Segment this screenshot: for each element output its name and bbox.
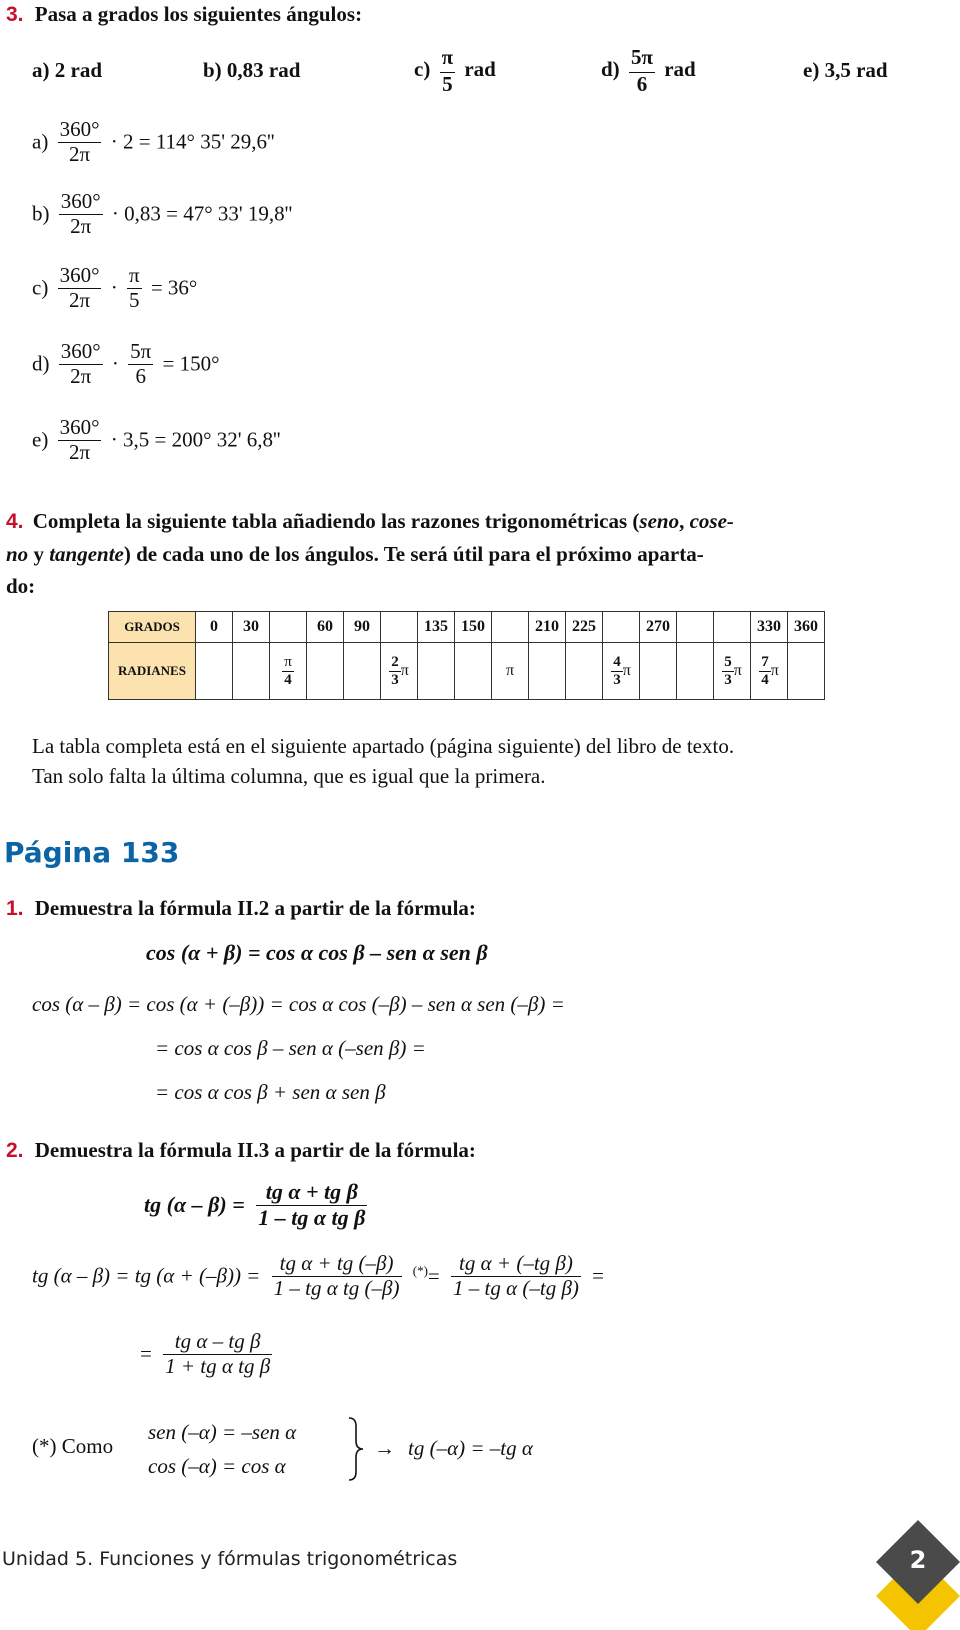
option-a: a) 2 rad — [32, 58, 102, 82]
table-cell — [455, 643, 492, 700]
table-cell — [381, 612, 418, 643]
table-cell — [566, 643, 603, 700]
table-cell — [788, 643, 825, 700]
problem-2-heading — [6, 1138, 476, 1163]
table-cell: 60 — [307, 612, 344, 643]
table-cell: $\frac{4}{3}$ π — [603, 643, 640, 700]
tg-derivation-result: = $\frac{\text{tg α – tg β}}{\text{1 + tg α tg β}}$ — [140, 1329, 271, 1378]
table-cell — [418, 643, 455, 700]
table-cell: 330 — [751, 612, 788, 643]
exercise-title: Demuestra la fórmula II.3 a partir de la fórmula: — [34, 1138, 476, 1162]
table-header-grados: GRADOS — [109, 612, 196, 643]
table-cell — [270, 612, 307, 643]
table-row-grados — [109, 612, 825, 643]
table-cell: 90 — [344, 612, 381, 643]
option-c: c) $\frac{\pi}{5}$ rad — [414, 45, 496, 96]
table-cell — [677, 612, 714, 643]
footer-text: Unidad 5. Funciones y fórmulas trigonométricas — [2, 1548, 458, 1570]
exercise-number: 1. — [6, 897, 24, 920]
table-cell: 225 — [566, 612, 603, 643]
derivation-line-2: = cos α cos β – sen α (–sen β) = — [155, 1036, 426, 1060]
section-title: Página 133 — [4, 836, 180, 869]
table-note-1: La tabla completa está en el siguiente apartado (página siguiente) del libro de texto. — [32, 734, 735, 758]
table-cell — [344, 643, 381, 700]
table-cell — [640, 643, 677, 700]
table-cell — [529, 643, 566, 700]
brace-icon — [346, 1416, 366, 1482]
table-cell: $\frac{7}{4}$ π — [751, 643, 788, 700]
exercise-4-statement: 4. Completa la siguiente tabla añadiendo las razones trigonométricas (seno, cose- no y tangente) de cada uno de los ángulos. Te será útil para el próximo aparta- do: — [6, 509, 734, 598]
table-row-radianes — [109, 643, 825, 700]
solution-e: e) $\frac{360^\circ}{2\pi}$ · 3,5 = 200° 32' 6,8'' — [32, 415, 281, 464]
exercise-title: Pasa a grados los siguientes ángulos: — [34, 2, 363, 26]
table-header-radianes: RADIANES — [109, 643, 196, 700]
table-cell: π — [492, 643, 529, 700]
como-label: (*) Como — [32, 1434, 114, 1458]
table-cell — [233, 643, 270, 700]
tg-derivation-line-1: tg (α – β) = tg (α + (–β)) = $\frac{\text{tg α + tg (–β)}}{\text{1 – tg α tg (–β)}}$ (*)= $\frac{\text{tg α + (–tg β)}}{\text{1 – tg α (–tg β)}}$ = — [32, 1251, 604, 1300]
option-e: e) 3,5 rad — [803, 58, 888, 82]
derivation-line-3: = cos α cos β + sen α sen β — [155, 1080, 386, 1104]
solution-a: a) $\frac{360^\circ}{2\pi}$ · 2 = 114° 35' 29,6'' — [32, 117, 275, 166]
table-cell — [307, 643, 344, 700]
exercise-number: 4. — [6, 510, 24, 533]
table-cell — [677, 643, 714, 700]
table-cell: $\frac{5}{3}$ π — [714, 643, 751, 700]
formula-tg-diff: tg (α – β) = $\frac{\text{tg α + tg β}}{\text{1 – tg α tg β}}$ — [144, 1179, 366, 1230]
exercise-3-heading — [6, 2, 362, 27]
solution-c: c) $\frac{360^\circ}{2\pi}$ · $\frac{\pi}{5}$ = 36° — [32, 263, 198, 312]
como-conclusion: tg (–α) = –tg α — [408, 1436, 533, 1460]
problem-1-heading — [6, 896, 476, 921]
table-cell: 135 — [418, 612, 455, 643]
page-number: 2 — [909, 1546, 927, 1574]
table-cell: 30 — [233, 612, 270, 643]
page-badge-icon — [876, 1520, 960, 1630]
exercise-number: 2. — [6, 1139, 24, 1162]
como-line-2: cos (–α) = cos α — [148, 1454, 286, 1478]
table-note-2: Tan solo falta la última columna, que es igual que la primera. — [32, 764, 546, 788]
table-cell: 150 — [455, 612, 492, 643]
table-cell: 210 — [529, 612, 566, 643]
arrow-icon: → — [374, 1436, 395, 1460]
option-b: b) 0,83 rad — [203, 58, 301, 82]
table-cell: 0 — [196, 612, 233, 643]
table-cell — [492, 612, 529, 643]
exercise-number: 3. — [6, 3, 24, 26]
formula-cos-sum: cos (α + β) = cos α cos β – sen α sen β — [146, 940, 488, 965]
table-cell: 360 — [788, 612, 825, 643]
derivation-line-1: cos (α – β) = cos (α + (–β)) = cos α cos (–β) – sen α sen (–β) = — [32, 992, 565, 1016]
table-cell — [603, 612, 640, 643]
table-cell: $\frac{2}{3}$ π — [381, 643, 418, 700]
table-cell — [196, 643, 233, 700]
solution-d: d) $\frac{360^\circ}{2\pi}$ · $\frac{5\pi}{6}$ = 150° — [32, 339, 220, 388]
exercise-title: Demuestra la fórmula II.2 a partir de la fórmula: — [34, 896, 476, 920]
table-cell: 270 — [640, 612, 677, 643]
table-cell: $\frac{\pi}{4}$ — [270, 643, 307, 700]
angles-table — [108, 611, 825, 700]
solution-b: b) $\frac{360^\circ}{2\pi}$ · 0,83 = 47° 33' 19,8'' — [32, 189, 293, 238]
como-line-1: sen (–α) = –sen α — [148, 1420, 297, 1444]
option-d: d) $\frac{5\pi}{6}$ rad — [601, 45, 696, 96]
table-cell — [714, 612, 751, 643]
